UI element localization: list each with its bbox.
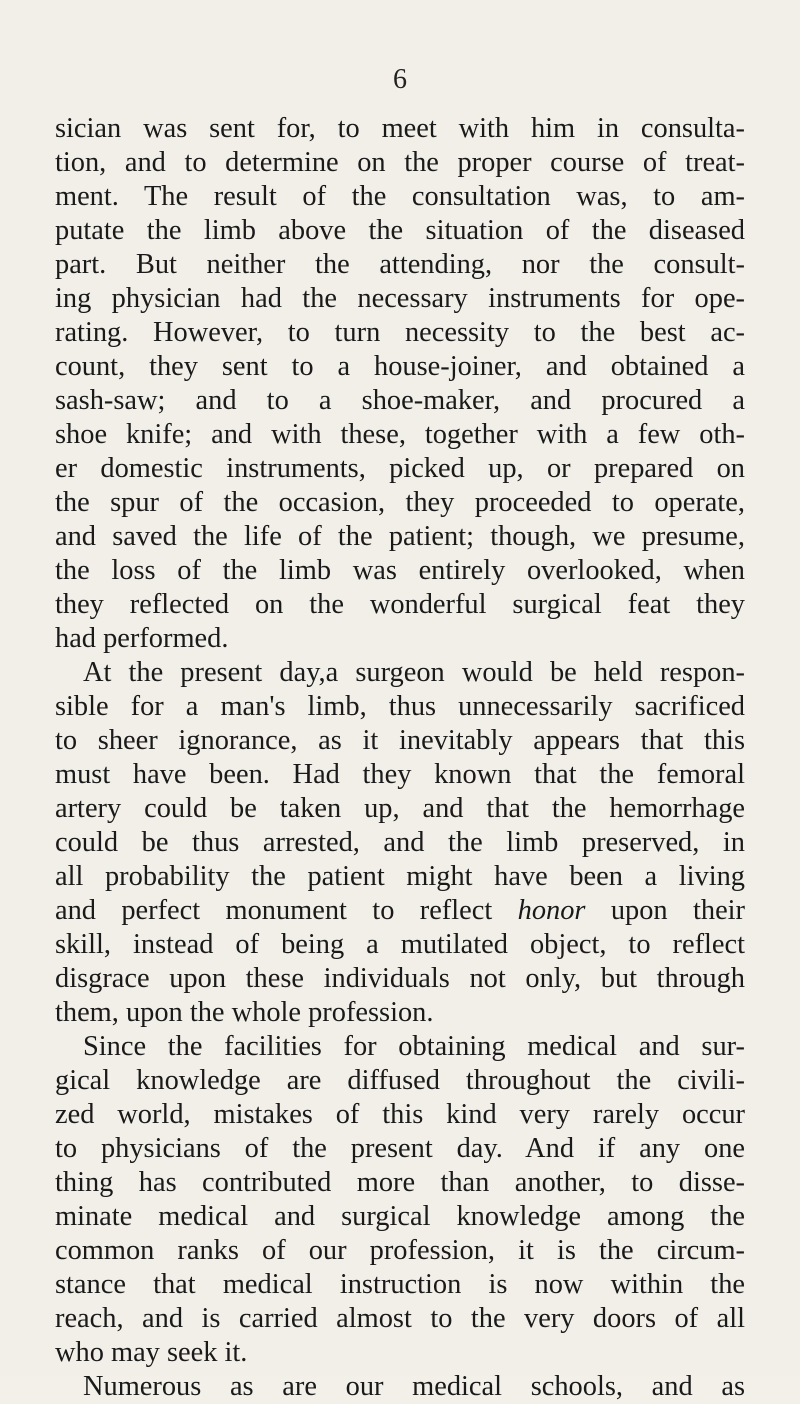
paragraph-start-line: Since the facilities for obtaining medical and sur- — [83, 1031, 745, 1062]
text-line: minate medical and surgical knowledge among the — [55, 1201, 745, 1232]
text-line: zed world, mistakes of this kind very rarely occur — [55, 1099, 745, 1130]
text-line: rating. However, to turn necessity to the best ac- — [55, 317, 745, 348]
text-line: count, they sent to a house-joiner, and obtained a — [55, 351, 745, 382]
text-line: gical knowledge are diffused throughout the civili- — [55, 1065, 745, 1096]
text-line: skill, instead of being a mutilated object, to reflect — [55, 929, 745, 960]
text-line: and saved the life of the patient; though, we presume, — [55, 521, 745, 552]
text-line: sible for a man's limb, thus unnecessarily sacrificed — [55, 691, 745, 722]
text-line: thing has contributed more than another, to disse- — [55, 1167, 745, 1198]
text-segment: and perfect monument to reflect — [55, 895, 493, 926]
text-line: part. But neither the attending, nor the consult- — [55, 249, 745, 280]
text-line: sash-saw; and to a shoe-maker, and procured a — [55, 385, 745, 416]
text-line: them, upon the whole profession. — [55, 997, 434, 1028]
paragraph-start-line: Numerous as are our medical schools, and as — [83, 1371, 745, 1402]
body-text — [55, 112, 745, 1404]
text-line: the spur of the occasion, they proceeded to operate, — [55, 487, 745, 518]
text-line: sician was sent for, to meet with him in consulta- — [55, 113, 745, 144]
text-line: must have been. Had they known that the femoral — [55, 759, 745, 790]
text-line: ment. The result of the consultation was, to am- — [55, 181, 745, 212]
text-line: ing physician had the necessary instruments for ope- — [55, 283, 745, 314]
text-line: tion, and to determine on the proper course of treat- — [55, 147, 745, 178]
text-line: disgrace upon these individuals not only, but through — [55, 963, 745, 994]
text-line: shoe knife; and with these, together with a few oth- — [55, 419, 745, 450]
text-line: stance that medical instruction is now within the — [55, 1269, 745, 1300]
text-line: reach, and is carried almost to the very doors of all — [55, 1303, 745, 1334]
text-line-with-italic — [55, 894, 745, 928]
text-line: had performed. — [55, 623, 229, 654]
text-line: to sheer ignorance, as it inevitably appears that this — [55, 725, 745, 756]
text-line: putate the limb above the situation of the diseased — [55, 215, 745, 246]
page-number: 6 — [393, 64, 407, 95]
text-line: the loss of the limb was entirely overlooked, when — [55, 555, 745, 586]
text-line: common ranks of our profession, it is the circum- — [55, 1235, 745, 1266]
text-line: who may seek it. — [55, 1337, 248, 1368]
text-segment: upon their — [610, 895, 746, 926]
text-line: to physicians of the present day. And if any one — [55, 1133, 745, 1164]
text-line: all probability the patient might have been a living — [55, 861, 745, 892]
text-line: could be thus arrested, and the limb preserved, in — [55, 827, 745, 858]
italic-word: honor — [517, 895, 586, 926]
paragraph-start-line: At the present day,a surgeon would be held respon- — [83, 657, 745, 688]
text-line: artery could be taken up, and that the hemorrhage — [55, 793, 745, 824]
text-line: er domestic instruments, picked up, or prepared on — [55, 453, 745, 484]
text-line: they reflected on the wonderful surgical feat they — [55, 589, 745, 620]
